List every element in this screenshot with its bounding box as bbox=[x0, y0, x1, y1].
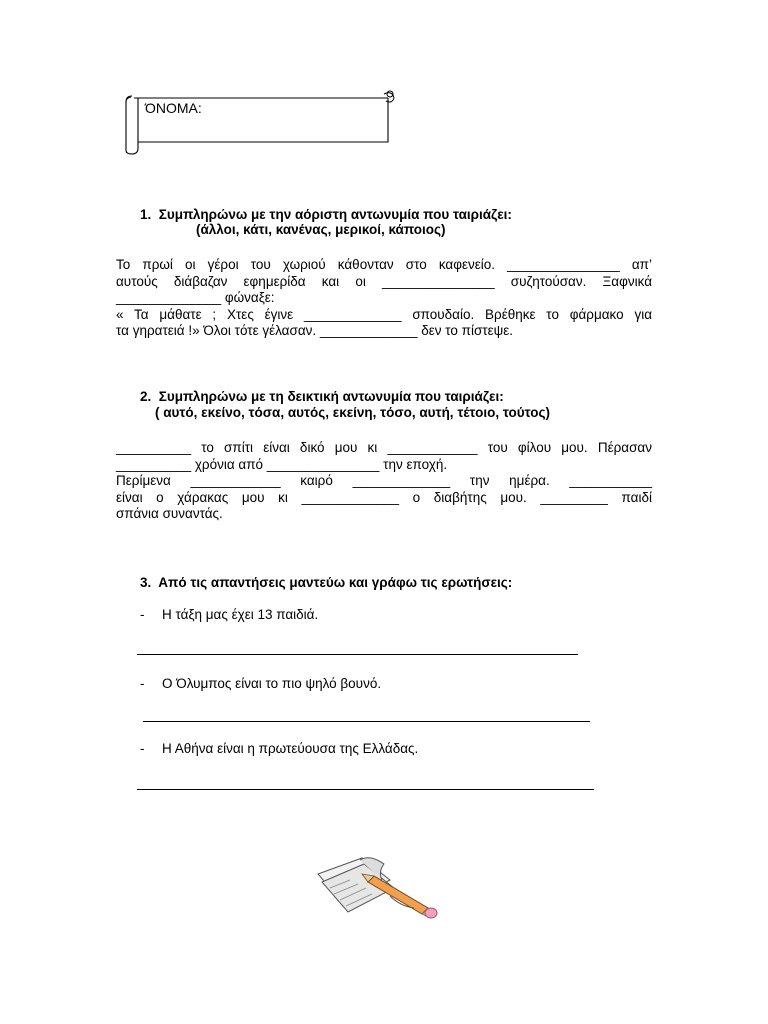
question-item bbox=[140, 741, 418, 756]
item-dash: - bbox=[140, 676, 145, 691]
section2-line: είναι ο χάρακας μου κι _____________ ο διαβήτης μου. _________ παιδί bbox=[116, 489, 652, 505]
item-answer-text: Η Αθήνα είναι η πρωτεύουσα της Ελλάδας. bbox=[162, 741, 419, 756]
section2-title: Συμπληρώνω με τη δεικτική αντωνυμία που ταιριάζει: bbox=[158, 389, 504, 404]
item-answer-text: Ο Όλυμπος είναι το πιο ψηλό βουνό. bbox=[162, 676, 382, 691]
section1-line: ______________ φώναξε: bbox=[116, 290, 275, 305]
section1-line: τα γηρατειά !» Όλοι τότε γέλασαν. _____________ δεν το πίστεψε. bbox=[116, 323, 514, 338]
section1-heading bbox=[140, 207, 512, 222]
section3-title: Από τις απαντήσεις μαντεύω και γράφω τις ερωτήσεις: bbox=[158, 575, 513, 590]
question-item bbox=[140, 676, 381, 691]
notebook-pencil-icon bbox=[310, 852, 440, 922]
section2-word-bank: ( αυτό, εκείνο, τόσα, αυτός, εκείνη, τόσο, αυτή, τέτοιο, τούτος) bbox=[155, 405, 550, 420]
section1-line: « Τα μάθατε ; Χτες έγινε _____________ σπουδαίο. Βρέθηκε το φάρμακο για bbox=[116, 306, 652, 322]
section3-number: 3. bbox=[140, 575, 152, 590]
item-dash: - bbox=[140, 741, 145, 756]
item-dash: - bbox=[140, 607, 145, 622]
name-label: ΌΝΟΜΑ: bbox=[145, 100, 202, 116]
section1-title: Συμπληρώνω με την αόριστη αντωνυμία που ταιριάζει: bbox=[158, 207, 512, 222]
section1-paragraph bbox=[116, 257, 652, 340]
section2-heading bbox=[140, 389, 504, 404]
section3-heading bbox=[140, 575, 512, 590]
answer-line[interactable] bbox=[137, 789, 594, 790]
section2-line: __________ χρόνια από _______________ την εποχή. bbox=[116, 456, 448, 472]
answer-line[interactable] bbox=[143, 721, 590, 722]
answer-line[interactable] bbox=[137, 654, 578, 655]
section2-paragraph bbox=[116, 440, 652, 523]
section2-line: Περίμενα ____________ καιρό _____________ την ημέρα. ___________ bbox=[116, 473, 652, 488]
section2-line: __________ το σπίτι είναι δικό μου κι ____________ του φίλου μου. Πέρασαν bbox=[116, 440, 652, 455]
section2-line: σπάνια συναντάς. bbox=[116, 506, 223, 521]
section1-line: αυτούς διάβαζαν εφημερίδα και οι _______________ συζητούσαν. Ξαφνικά bbox=[116, 273, 652, 289]
question-item bbox=[140, 607, 318, 622]
section1-number: 1. bbox=[140, 207, 152, 222]
item-answer-text: Η τάξη μας έχει 13 παιδιά. bbox=[162, 607, 319, 622]
section2-number: 2. bbox=[140, 389, 152, 404]
section1-word-bank: (άλλοι, κάτι, κανένας, μερικοί, κάποιος) bbox=[196, 222, 446, 237]
section1-line: Το πρωί οι γέροι του χωριού κάθονταν στο καφενείο. _______________ απ’ bbox=[116, 257, 652, 272]
name-scroll-banner bbox=[120, 84, 400, 158]
